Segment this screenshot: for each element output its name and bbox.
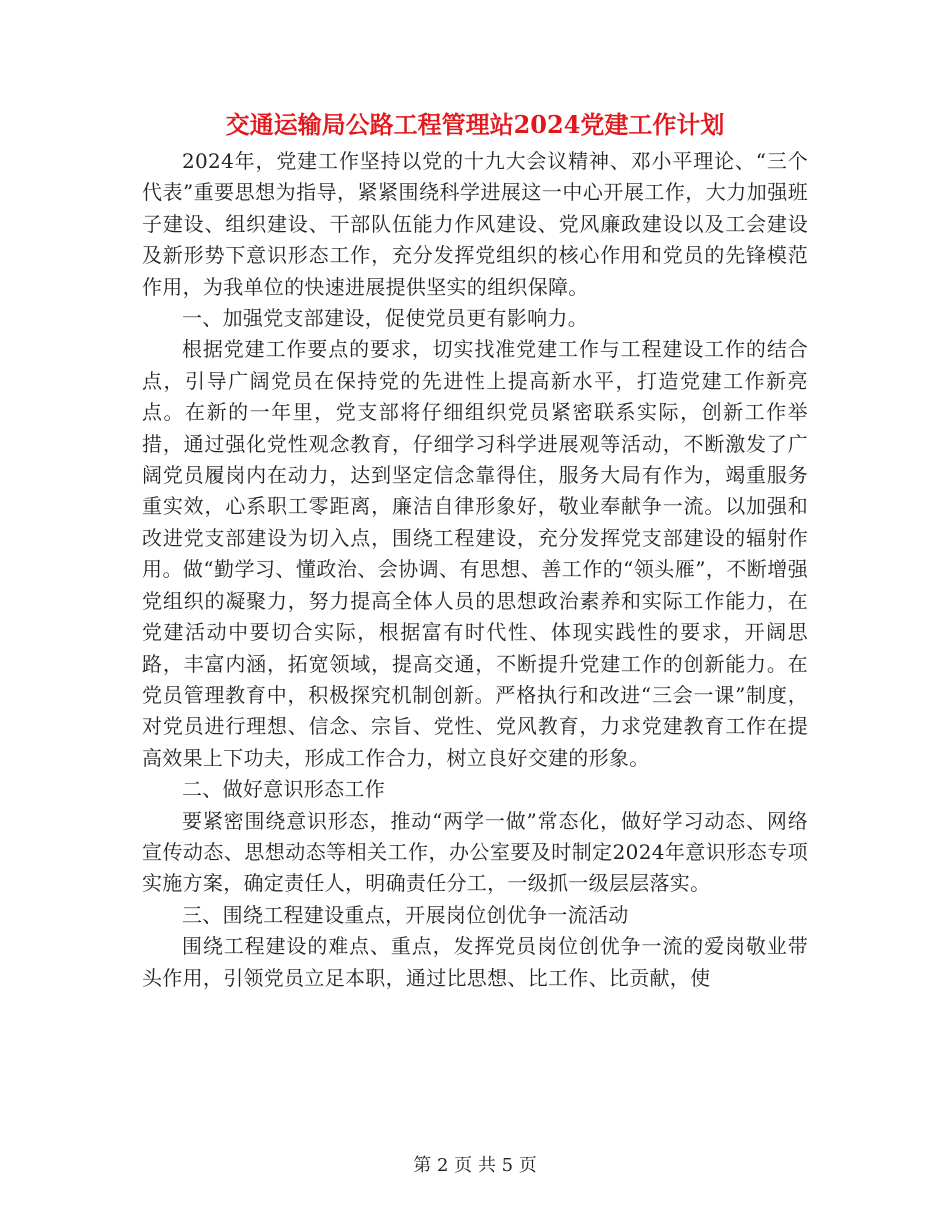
paragraph-section-1: 根据党建工作要点的要求，切实找准党建工作与工程建设工作的结合点，引导广阔党员在保持党的先进性上提高新水平，打造党建工作新亮点。在新的一年里，党支部将仔细组织党员紧密联系实际，创新工作举措，通过强化党性观念教育，仔细学习科学进展观等活动，不断激发了广阔党员履岗内在动力，达到坚定信念靠得住，服务大局有作为，竭重服务重实效，心系职工零距离，廉洁自律形象好，敬业奉献争一流。以加强和改进党支部建设为切入点，围绕工程建设，充分发挥党支部建设的辐射作用。做“勤学习、懂政治、会协调、有思想、善工作的“领头雁”，不断增强党组织的凝聚力，努力提高全体人员的思想政治素养和实际工作能力，在党建活动中要切合实际，根据富有时代性、体现实践性的要求，开阔思路，丰富内涵，拓宽领域，提高交通，不断提升党建工作的创新能力。在党员管理教育中，积极探究机制创新。严格执行和改进“三会一课”制度，对党员进行理想、信念、宗旨、党性、党风教育，力求党建教育工作在提高效果上下功夫，形成工作合力，树立良好交建的形象。 <box>142 337 808 770</box>
paragraph-section-2: 要紧密围绕意识形态，推动“两学一做”常态化，做好学习动态、网络宣传动态、思想动态等相关工作，办公室要及时制定2024年意识形态专项实施方案，确定责任人，明确责任分工，一级抓一级层层落实。 <box>142 808 808 896</box>
section-heading-3: 三、围绕工程建设重点，开展岗位创优争一流活动 <box>182 902 629 927</box>
page-number-footer: 第 2 页 共 5 页 <box>413 1155 537 1176</box>
document-body <box>142 146 808 994</box>
section-heading-1: 一、加强党支部建设，促使党员更有影响力。 <box>182 306 588 331</box>
paragraph-intro: 2024年，党建工作坚持以党的十九大会议精神、邓小平理论、“三个代表”重要思想为指导，紧紧围绕科学进展这一中心开展工作，大力加强班子建设、组织建设、干部队伍能力作风建设、党风廉政建设以及工会建设及新形势下意识形态工作，充分发挥党组织的核心作用和党员的先锋模范作用，为我单位的快速进展提供坚实的组织保障。 <box>142 149 808 299</box>
section-heading-2: 二、做好意识形态工作 <box>182 777 385 802</box>
paragraph-section-3: 围绕工程建设的难点、重点，发挥党员岗位创优争一流的爱岗敬业带头作用，引领党员立足本职，通过比思想、比工作、比贡献，使 <box>142 934 808 990</box>
document-title: 交通运输局公路工程管理站2024党建工作计划 <box>225 110 725 139</box>
